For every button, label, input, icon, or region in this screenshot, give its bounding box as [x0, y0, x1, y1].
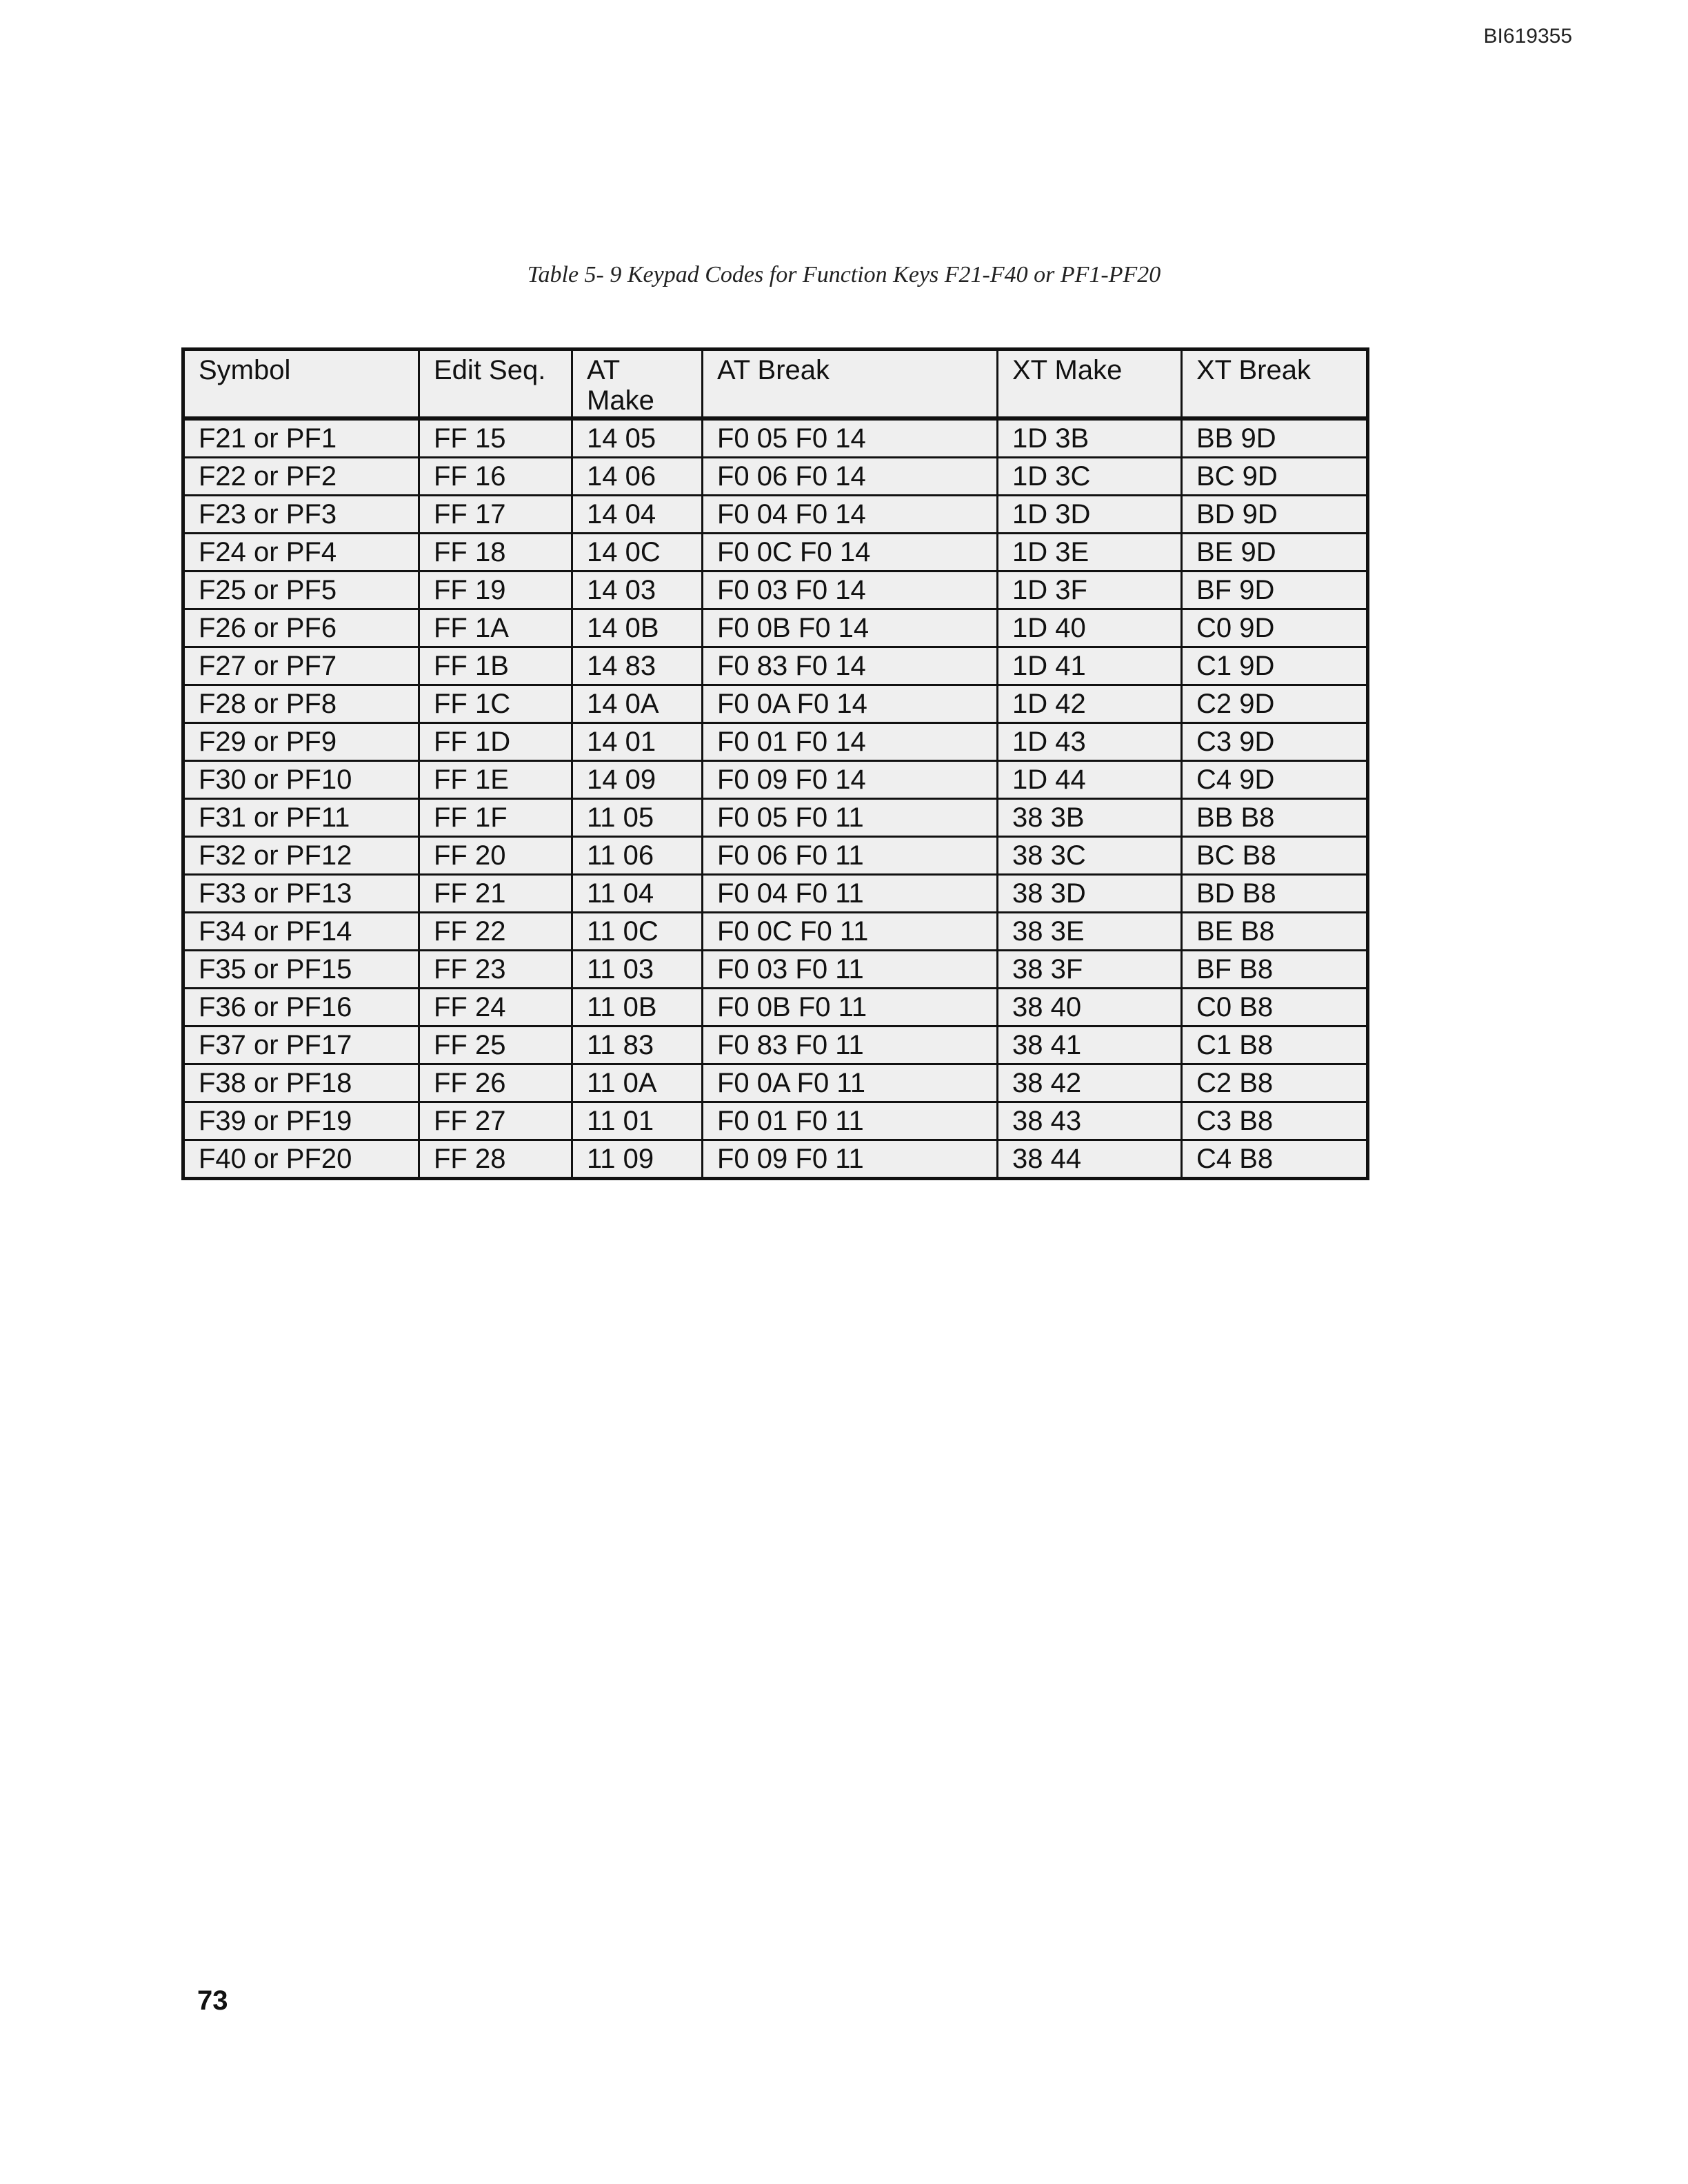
table-row [183, 836, 1368, 874]
cell-at-break: F0 06 F0 11 [703, 836, 998, 874]
cell-at-make: 11 0C [572, 912, 703, 950]
cell-at-break: F0 09 F0 14 [703, 760, 998, 798]
header-symbol: Symbol [183, 350, 419, 418]
cell-edit-seq: FF 1B [419, 647, 572, 685]
cell-symbol: F24 or PF4 [183, 533, 419, 571]
table-row [183, 874, 1368, 912]
cell-symbol: F26 or PF6 [183, 609, 419, 647]
page-number: 73 [197, 1985, 228, 2016]
cell-at-make: 11 03 [572, 950, 703, 988]
cell-edit-seq: FF 1C [419, 685, 572, 722]
cell-xt-break: C4 B8 [1182, 1140, 1368, 1178]
cell-xt-break: C4 9D [1182, 760, 1368, 798]
cell-at-make: 11 05 [572, 798, 703, 836]
header-at-break: AT Break [703, 350, 998, 418]
cell-edit-seq: FF 1E [419, 760, 572, 798]
cell-edit-seq: FF 27 [419, 1102, 572, 1140]
cell-symbol: F38 or PF18 [183, 1064, 419, 1102]
cell-symbol: F23 or PF3 [183, 495, 419, 533]
cell-at-break: F0 01 F0 14 [703, 722, 998, 760]
table-row [183, 912, 1368, 950]
cell-at-break: F0 0A F0 14 [703, 685, 998, 722]
cell-at-break: F0 0A F0 11 [703, 1064, 998, 1102]
table-row [183, 647, 1368, 685]
cell-edit-seq: FF 1D [419, 722, 572, 760]
cell-xt-make: 38 44 [998, 1140, 1182, 1178]
cell-xt-make: 38 43 [998, 1102, 1182, 1140]
cell-xt-make: 1D 3F [998, 571, 1182, 609]
table-body [183, 418, 1368, 1179]
table-row [183, 722, 1368, 760]
table-row [183, 988, 1368, 1026]
cell-at-break: F0 03 F0 14 [703, 571, 998, 609]
cell-symbol: F40 or PF20 [183, 1140, 419, 1178]
cell-xt-make: 1D 3B [998, 418, 1182, 458]
cell-edit-seq: FF 15 [419, 418, 572, 458]
cell-xt-make: 1D 3E [998, 533, 1182, 571]
cell-at-break: F0 0C F0 11 [703, 912, 998, 950]
cell-symbol: F25 or PF5 [183, 571, 419, 609]
cell-xt-make: 1D 43 [998, 722, 1182, 760]
cell-symbol: F30 or PF10 [183, 760, 419, 798]
table-row [183, 1140, 1368, 1178]
cell-xt-make: 38 3C [998, 836, 1182, 874]
table-row [183, 418, 1368, 458]
cell-edit-seq: FF 25 [419, 1026, 572, 1064]
cell-xt-make: 38 40 [998, 988, 1182, 1026]
header-xt-make: XT Make [998, 350, 1182, 418]
cell-xt-make: 1D 40 [998, 609, 1182, 647]
cell-at-make: 14 09 [572, 760, 703, 798]
cell-xt-break: BB B8 [1182, 798, 1368, 836]
cell-symbol: F22 or PF2 [183, 457, 419, 495]
document-id: BI619355 [1483, 25, 1572, 48]
cell-at-break: F0 01 F0 11 [703, 1102, 998, 1140]
cell-symbol: F35 or PF15 [183, 950, 419, 988]
table-row [183, 609, 1368, 647]
cell-at-make: 11 0B [572, 988, 703, 1026]
cell-symbol: F34 or PF14 [183, 912, 419, 950]
cell-xt-make: 38 3F [998, 950, 1182, 988]
cell-edit-seq: FF 19 [419, 571, 572, 609]
cell-xt-break: C3 9D [1182, 722, 1368, 760]
cell-at-make: 11 04 [572, 874, 703, 912]
cell-xt-break: C2 9D [1182, 685, 1368, 722]
cell-symbol: F32 or PF12 [183, 836, 419, 874]
cell-edit-seq: FF 16 [419, 457, 572, 495]
cell-at-break: F0 0B F0 14 [703, 609, 998, 647]
cell-xt-make: 1D 41 [998, 647, 1182, 685]
cell-xt-break: BF 9D [1182, 571, 1368, 609]
cell-at-make: 11 0A [572, 1064, 703, 1102]
cell-symbol: F31 or PF11 [183, 798, 419, 836]
header-row [183, 350, 1368, 418]
cell-symbol: F33 or PF13 [183, 874, 419, 912]
cell-at-break: F0 0C F0 14 [703, 533, 998, 571]
cell-at-break: F0 05 F0 11 [703, 798, 998, 836]
cell-edit-seq: FF 20 [419, 836, 572, 874]
cell-at-make: 14 05 [572, 418, 703, 458]
table-row [183, 571, 1368, 609]
cell-edit-seq: FF 22 [419, 912, 572, 950]
table-row [183, 798, 1368, 836]
cell-symbol: F29 or PF9 [183, 722, 419, 760]
cell-xt-make: 38 41 [998, 1026, 1182, 1064]
cell-xt-break: C2 B8 [1182, 1064, 1368, 1102]
table-row [183, 685, 1368, 722]
cell-xt-break: BC 9D [1182, 457, 1368, 495]
cell-symbol: F37 or PF17 [183, 1026, 419, 1064]
table-row [183, 495, 1368, 533]
table-header [183, 350, 1368, 418]
cell-xt-break: BC B8 [1182, 836, 1368, 874]
cell-at-make: 14 06 [572, 457, 703, 495]
cell-at-make: 11 83 [572, 1026, 703, 1064]
cell-xt-break: C1 9D [1182, 647, 1368, 685]
cell-edit-seq: FF 28 [419, 1140, 572, 1178]
cell-at-make: 11 06 [572, 836, 703, 874]
cell-at-break: F0 04 F0 14 [703, 495, 998, 533]
cell-at-break: F0 06 F0 14 [703, 457, 998, 495]
cell-xt-break: BE 9D [1182, 533, 1368, 571]
cell-at-make: 11 01 [572, 1102, 703, 1140]
table-row [183, 950, 1368, 988]
cell-xt-break: C3 B8 [1182, 1102, 1368, 1140]
cell-at-make: 14 01 [572, 722, 703, 760]
header-edit-seq: Edit Seq. [419, 350, 572, 418]
cell-symbol: F28 or PF8 [183, 685, 419, 722]
keypad-codes-table-container [181, 347, 1369, 1180]
cell-edit-seq: FF 1F [419, 798, 572, 836]
cell-at-break: F0 83 F0 11 [703, 1026, 998, 1064]
cell-edit-seq: FF 21 [419, 874, 572, 912]
cell-xt-make: 38 3D [998, 874, 1182, 912]
cell-edit-seq: FF 26 [419, 1064, 572, 1102]
cell-at-break: F0 09 F0 11 [703, 1140, 998, 1178]
cell-edit-seq: FF 18 [419, 533, 572, 571]
header-xt-break: XT Break [1182, 350, 1368, 418]
cell-xt-break: C0 B8 [1182, 988, 1368, 1026]
cell-symbol: F21 or PF1 [183, 418, 419, 458]
cell-edit-seq: FF 23 [419, 950, 572, 988]
table-row [183, 1064, 1368, 1102]
cell-xt-make: 1D 3D [998, 495, 1182, 533]
table-row [183, 1102, 1368, 1140]
cell-xt-make: 38 42 [998, 1064, 1182, 1102]
cell-at-break: F0 03 F0 11 [703, 950, 998, 988]
cell-symbol: F39 or PF19 [183, 1102, 419, 1140]
cell-at-make: 14 03 [572, 571, 703, 609]
cell-xt-make: 38 3B [998, 798, 1182, 836]
cell-at-break: F0 05 F0 14 [703, 418, 998, 458]
cell-xt-break: BF B8 [1182, 950, 1368, 988]
cell-symbol: F36 or PF16 [183, 988, 419, 1026]
cell-xt-break: BD 9D [1182, 495, 1368, 533]
cell-edit-seq: FF 17 [419, 495, 572, 533]
cell-edit-seq: FF 1A [419, 609, 572, 647]
cell-at-break: F0 04 F0 11 [703, 874, 998, 912]
cell-at-break: F0 0B F0 11 [703, 988, 998, 1026]
cell-xt-make: 1D 42 [998, 685, 1182, 722]
cell-at-make: 14 0B [572, 609, 703, 647]
cell-at-break: F0 83 F0 14 [703, 647, 998, 685]
cell-xt-break: BB 9D [1182, 418, 1368, 458]
cell-at-make: 14 04 [572, 495, 703, 533]
cell-edit-seq: FF 24 [419, 988, 572, 1026]
cell-at-make: 14 0C [572, 533, 703, 571]
keypad-codes-table [181, 347, 1369, 1180]
table-row [183, 533, 1368, 571]
cell-xt-make: 1D 3C [998, 457, 1182, 495]
cell-at-make: 11 09 [572, 1140, 703, 1178]
cell-xt-break: C1 B8 [1182, 1026, 1368, 1064]
table-row [183, 457, 1368, 495]
cell-at-make: 14 0A [572, 685, 703, 722]
cell-at-make: 14 83 [572, 647, 703, 685]
cell-xt-break: BE B8 [1182, 912, 1368, 950]
cell-symbol: F27 or PF7 [183, 647, 419, 685]
table-row [183, 760, 1368, 798]
table-caption: Table 5- 9 Keypad Codes for Function Keys F21-F40 or PF1-PF20 [527, 262, 1161, 287]
cell-xt-make: 38 3E [998, 912, 1182, 950]
cell-xt-break: C0 9D [1182, 609, 1368, 647]
cell-xt-break: BD B8 [1182, 874, 1368, 912]
header-at-make: AT Make [572, 350, 703, 418]
table-row [183, 1026, 1368, 1064]
cell-xt-make: 1D 44 [998, 760, 1182, 798]
